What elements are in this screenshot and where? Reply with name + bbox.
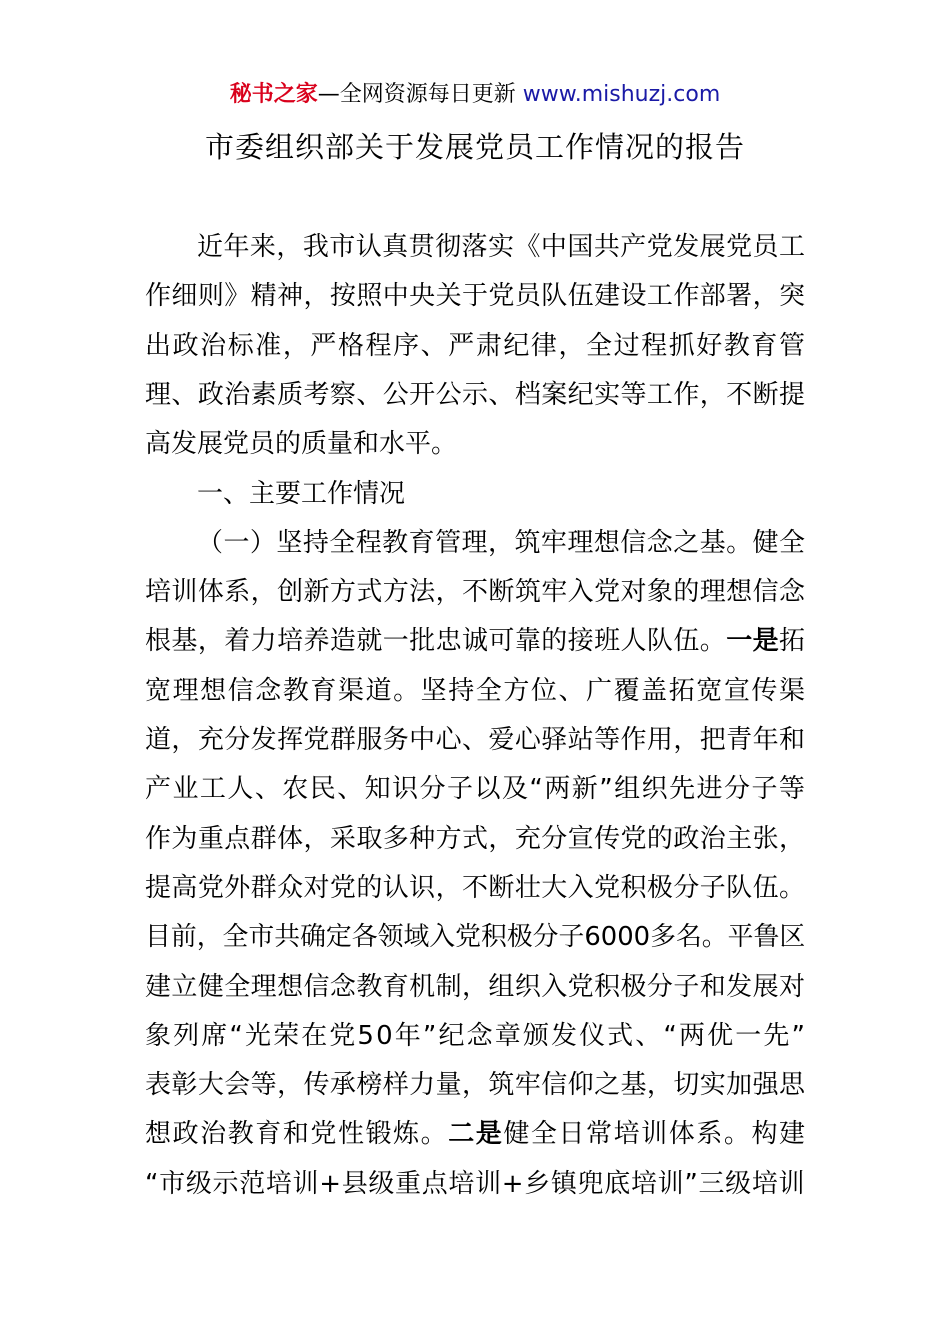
body-text-run: 道，充分发挥党群服务中心、爱心驿站等作用，把青年和	[145, 725, 806, 755]
site-brand: 秘书之家	[229, 82, 318, 107]
site-tagline: —全网资源每日更新	[317, 82, 516, 107]
body-line	[145, 1067, 805, 1103]
body-line	[145, 278, 805, 314]
body-line	[145, 870, 805, 906]
body-line	[145, 623, 805, 659]
body-text-run: 理、政治素质考察、公开公示、档案纪实等工作，不断提	[145, 379, 806, 410]
body-line	[145, 969, 805, 1005]
body-line	[145, 574, 805, 610]
body-line	[197, 229, 805, 265]
body-text-run: 产业工人、农民、知识分子以及“两新”组织先进分子等	[145, 774, 807, 805]
body-emphasis: 二是	[448, 1119, 504, 1150]
document-title: 市委组织部关于发展党员工作情况的报告	[204, 130, 745, 164]
body-text-run: 出政治标准，严格程序、严肃纪律，全过程抓好教育管	[145, 330, 807, 361]
body-text-run: 作细则》精神，按照中央关于党员队伍建设工作部署，突	[145, 281, 806, 312]
body-line	[145, 1018, 807, 1054]
body-line	[197, 476, 405, 512]
body-text-run: 作为重点群体，采取多种方式，充分宣传党的政治主张，	[145, 823, 806, 854]
body-line	[145, 328, 807, 364]
body-line	[145, 377, 805, 413]
body-text-run: 目前，全市共确定各领域入党积极分子6000多名。平鲁区	[145, 922, 806, 953]
body-line	[145, 426, 457, 462]
body-text-run: 一、主要工作情况	[197, 478, 406, 509]
site-url-link[interactable]: www.mishuzj.com	[522, 82, 721, 107]
body-emphasis: 一是	[726, 626, 780, 657]
body-line	[145, 722, 805, 758]
body-text-run: 宽理想信念教育渠道。坚持全方位、广覆盖拓宽宣传渠	[145, 675, 807, 706]
body-text-run: 象列席“光荣在党50年”纪念章颁发仪式、“两优一先”	[145, 1020, 808, 1051]
body-line	[145, 919, 805, 955]
body-text-run: 健全日常培训体系。构建	[503, 1119, 807, 1150]
body-line	[145, 821, 805, 857]
body-text-run: 高发展党员的质量和水平。	[145, 429, 458, 460]
body-text-run: “市级示范培训+县级重点培训+乡镇兜底培训”三级培训	[145, 1168, 806, 1199]
body-text-run: 表彰大会等，传承榜样力量，筑牢信仰之基，切实加强思	[145, 1070, 806, 1101]
body-line	[145, 771, 806, 807]
body-text-run: 培训体系，创新方式方法，不断筑牢入党对象的理想信念	[145, 577, 806, 608]
body-line	[145, 1166, 805, 1202]
body-text-run: （一）坚持全程教育管理，筑牢理想信念之基。健全	[197, 527, 806, 558]
body-line	[145, 1116, 807, 1152]
body-text-run: 提高党外群众对党的认识，不断壮大入党积极分子队伍。	[145, 872, 806, 903]
body-text-run: 近年来，我市认真贯彻落实《中国共产党发展党员工	[197, 232, 806, 262]
body-text-run: 建立健全理想信念教育机制，组织入党积极分子和发展对	[145, 971, 806, 1002]
site-header	[0, 80, 950, 110]
body-text-run: 根基，着力培养造就一批忠诚可靠的接班人队伍。	[145, 626, 727, 657]
body-text-run: 拓	[779, 626, 806, 657]
body-line	[197, 525, 805, 561]
body-line	[145, 673, 807, 709]
body-text-run: 想政治教育和党性锻炼。	[145, 1119, 449, 1150]
